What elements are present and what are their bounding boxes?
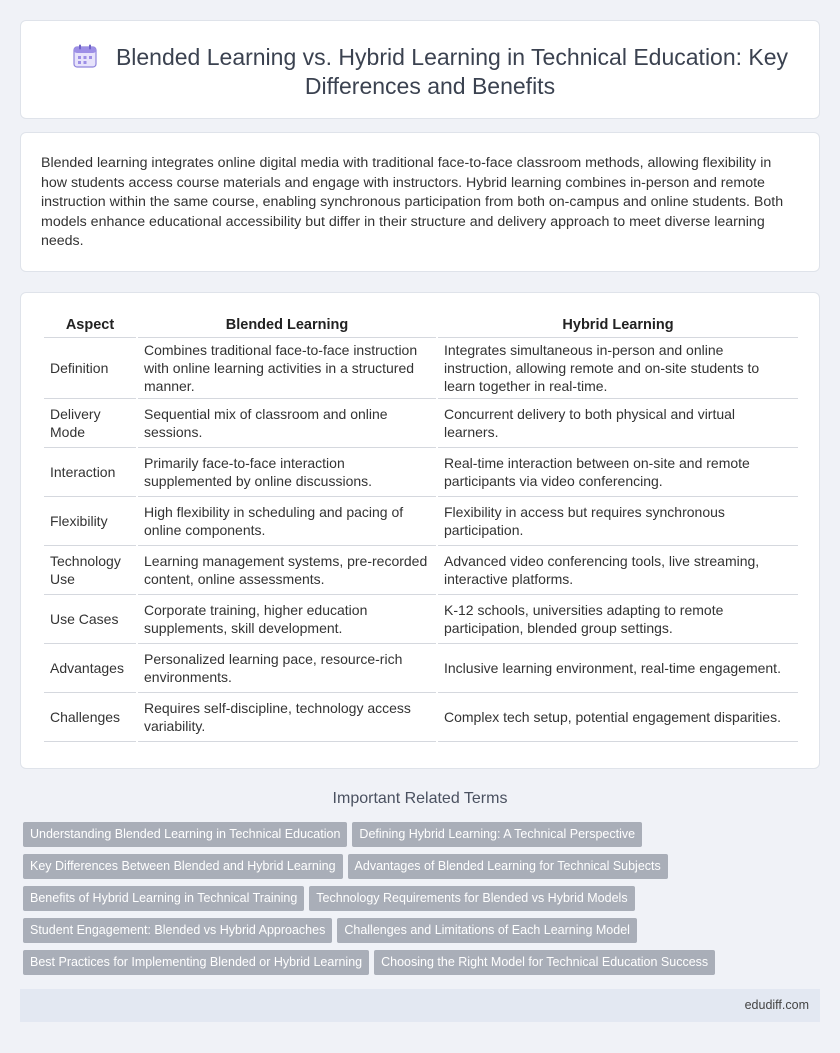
row-aspect: Use Cases [44, 595, 136, 644]
related-term-tag[interactable]: Key Differences Between Blended and Hybrid Learning [23, 854, 343, 879]
header-aspect: Aspect [44, 313, 136, 338]
row-hybrid: Complex tech setup, potential engagement disparities. [438, 693, 798, 742]
row-blended: Learning management systems, pre-recorded content, online assessments. [138, 546, 436, 595]
table-row [44, 693, 798, 742]
related-term-tag[interactable]: Challenges and Limitations of Each Learning Model [337, 918, 637, 943]
footer-site-link[interactable]: edudiff.com [744, 998, 809, 1012]
footer [20, 989, 820, 1022]
table-row [44, 338, 798, 399]
row-aspect: Definition [44, 338, 136, 399]
table-row [44, 595, 798, 644]
intro-card [20, 132, 820, 272]
row-aspect: Flexibility [44, 497, 136, 546]
row-blended: Sequential mix of classroom and online sessions. [138, 399, 436, 448]
related-term-tag[interactable]: Benefits of Hybrid Learning in Technical Training [23, 886, 304, 911]
related-term-tag[interactable]: Defining Hybrid Learning: A Technical Perspective [352, 822, 642, 847]
row-hybrid: K-12 schools, universities adapting to remote participation, blended group settings. [438, 595, 798, 644]
comparison-table [42, 313, 800, 742]
table-row [44, 399, 798, 448]
related-terms-list [23, 822, 803, 982]
row-hybrid: Inclusive learning environment, real-time engagement. [438, 644, 798, 693]
calendar-icon [72, 43, 98, 69]
related-term-tag[interactable]: Choosing the Right Model for Technical Education Success [374, 950, 715, 975]
related-term-tag[interactable]: Advantages of Blended Learning for Technical Subjects [348, 854, 668, 879]
related-terms-heading: Important Related Terms [332, 790, 508, 807]
comparison-card [20, 292, 820, 769]
row-aspect: Technology Use [44, 546, 136, 595]
header-blended: Blended Learning [138, 313, 436, 338]
row-aspect: Advantages [44, 644, 136, 693]
intro-paragraph: Blended learning integrates online digital media with traditional face-to-face classroom methods, allowing flexibility in how students access course materials and engage with instructors. Hybrid learning combines in-person and remote instruction within the same course, enabling synchronous participation from both on-campus and online students. Both models enhance educational accessibility but differ in their structure and delivery approach to meet diverse learning needs. [41, 155, 784, 249]
row-blended: Personalized learning pace, resource-rich environments. [138, 644, 436, 693]
page-title-wrap [61, 43, 799, 101]
page-title: Blended Learning vs. Hybrid Learning in Technical Education: Key Differences and Benefits [115, 44, 789, 99]
tag-row [23, 822, 803, 854]
row-blended: Combines traditional face-to-face instruction with online learning activities in a structured manner. [138, 338, 436, 399]
related-term-tag[interactable]: Understanding Blended Learning in Technical Education [23, 822, 347, 847]
row-hybrid: Advanced video conferencing tools, live streaming, interactive platforms. [438, 546, 798, 595]
tag-row [23, 918, 803, 950]
row-hybrid: Real-time interaction between on-site and remote participants via video conferencing. [438, 448, 798, 497]
table-row [44, 497, 798, 546]
header-hybrid: Hybrid Learning [438, 313, 798, 338]
row-aspect: Delivery Mode [44, 399, 136, 448]
row-hybrid: Flexibility in access but requires synchronous participation. [438, 497, 798, 546]
related-term-tag[interactable]: Best Practices for Implementing Blended or Hybrid Learning [23, 950, 369, 975]
row-blended: Primarily face-to-face interaction supplemented by online discussions. [138, 448, 436, 497]
row-blended: Requires self-discipline, technology access variability. [138, 693, 436, 742]
table-row [44, 546, 798, 595]
row-blended: High flexibility in scheduling and pacing of online components. [138, 497, 436, 546]
related-term-tag[interactable]: Technology Requirements for Blended vs Hybrid Models [309, 886, 634, 911]
table-row [44, 448, 798, 497]
tag-row [23, 886, 803, 918]
row-aspect: Interaction [44, 448, 136, 497]
row-hybrid: Concurrent delivery to both physical and virtual learners. [438, 399, 798, 448]
row-hybrid: Integrates simultaneous in-person and online instruction, allowing remote and on-site students to learn together in real-time. [438, 338, 798, 399]
tag-row [23, 950, 803, 982]
related-term-tag[interactable]: Student Engagement: Blended vs Hybrid Approaches [23, 918, 332, 943]
header-card [20, 20, 820, 119]
row-aspect: Challenges [44, 693, 136, 742]
row-blended: Corporate training, higher education supplements, skill development. [138, 595, 436, 644]
table-row [44, 644, 798, 693]
tag-row [23, 854, 803, 886]
table-header-row [44, 313, 798, 338]
